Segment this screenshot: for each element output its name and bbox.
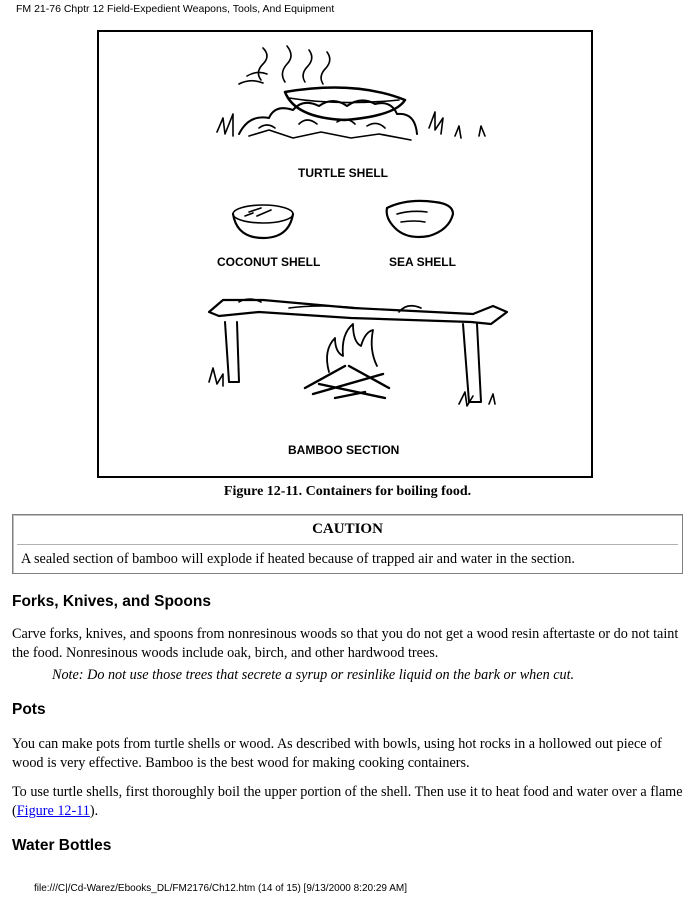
steam-line bbox=[303, 50, 312, 82]
caution-text: A sealed section of bamboo will explode if heated because of trapped air and water in the section. bbox=[21, 551, 575, 567]
bamboo-drawing bbox=[209, 299, 507, 406]
turtle-shell-drawing bbox=[217, 88, 485, 141]
caution-box bbox=[12, 514, 683, 574]
coconut-shell-label: COCONUT SHELL bbox=[217, 255, 321, 269]
figure-12-11 bbox=[97, 30, 593, 478]
note-resin-trees: Note: Do not use those trees that secrete a syrup or resinlike liquid on the bark or when cut. bbox=[52, 667, 575, 683]
steam-line bbox=[258, 48, 267, 80]
coconut-shell-drawing bbox=[233, 205, 293, 238]
bamboo-section-label: BAMBOO SECTION bbox=[288, 443, 400, 457]
steam-line bbox=[239, 81, 263, 84]
paragraph-pots-2-text: To use turtle shells, first thoroughly boil the upper portion of the shell. Then use it to heat food and water over a flame ( bbox=[12, 784, 683, 819]
sea-shell-label: SEA SHELL bbox=[389, 255, 456, 269]
caution-divider bbox=[17, 544, 678, 545]
page-header-title: FM 21-76 Chptr 12 Field-Expedient Weapons, Tools, And Equipment bbox=[16, 3, 335, 15]
heading-pots: Pots bbox=[12, 701, 46, 718]
paragraph-pots-2 bbox=[12, 783, 687, 821]
containers-illustration bbox=[99, 32, 591, 476]
figure-12-11-link[interactable]: Figure 12-11 bbox=[16, 803, 90, 819]
steam-line bbox=[282, 46, 291, 82]
paragraph-pots-1: You can make pots from turtle shells or wood. As described with bowls, using hot rocks in a hollowed out piece of wood is very effective. Bamboo is the best wood for making cooking containers. bbox=[12, 736, 662, 771]
caution-title: CAUTION bbox=[312, 521, 383, 537]
paragraph-forks: Carve forks, knives, and spoons from nonresinous woods so that you do not get a wood resin aftertaste or do not taint the food. Nonresinous woods include oak, birch, and other hardwood trees. bbox=[12, 626, 679, 661]
figure-caption: Figure 12-11. Containers for boiling food. bbox=[223, 484, 472, 499]
paragraph-pots-2-end: ). bbox=[89, 803, 99, 819]
heading-water-bottles: Water Bottles bbox=[12, 837, 112, 854]
steam-line bbox=[321, 52, 330, 84]
page-footer-url: file:///C|/Cd-Warez/Ebooks_DL/FM2176/Ch12.htm (14 of 15) [9/13/2000 8:20:29 AM] bbox=[34, 883, 407, 894]
steam-line bbox=[247, 72, 267, 76]
heading-forks-knives-spoons: Forks, Knives, and Spoons bbox=[12, 593, 211, 610]
turtle-shell-label: TURTLE SHELL bbox=[298, 166, 388, 180]
sea-shell-drawing bbox=[387, 201, 453, 237]
